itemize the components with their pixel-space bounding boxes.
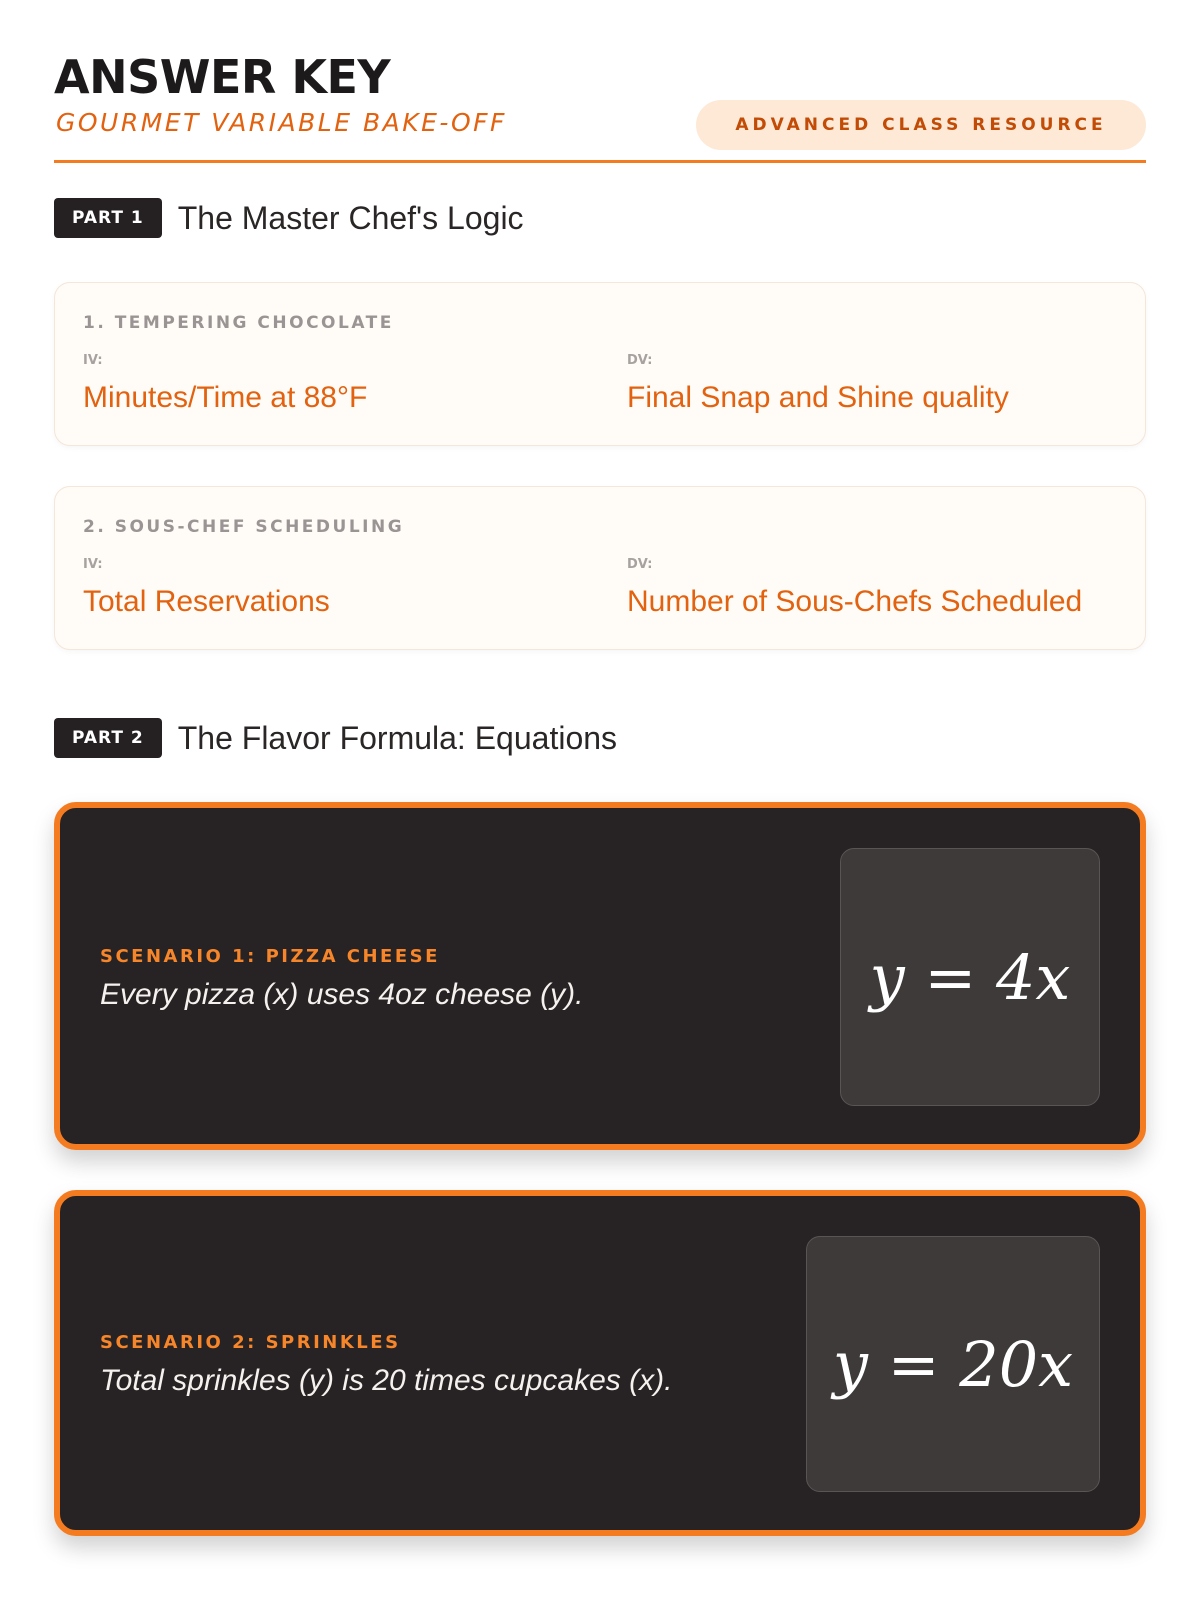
resource-badge: ADVANCED CLASS RESOURCE xyxy=(696,100,1146,150)
card-label: 1. TEMPERING CHOCOLATE xyxy=(83,313,394,333)
logic-card-1 xyxy=(54,282,1146,446)
dv-label: DV: xyxy=(627,353,653,368)
part1-header xyxy=(54,198,524,238)
scenario-description: Every pizza (x) uses 4oz cheese (y). xyxy=(100,978,584,1011)
scenario-description: Total sprinkles (y) is 20 times cupcakes (x). xyxy=(100,1364,673,1397)
part1-tag: PART 1 xyxy=(54,198,162,238)
scenario-card-2 xyxy=(54,1190,1146,1536)
scenario-card-1 xyxy=(54,802,1146,1150)
iv-value: Minutes/Time at 88°F xyxy=(83,381,368,414)
header xyxy=(54,0,1146,163)
iv-label: IV: xyxy=(83,557,103,572)
scenario-label: SCENARIO 1: PIZZA CHEESE xyxy=(100,946,440,967)
equation-box xyxy=(840,848,1100,1106)
dv-value: Final Snap and Shine quality xyxy=(627,381,1009,414)
part1-title: The Master Chef's Logic xyxy=(177,199,524,236)
dv-value: Number of Sous-Chefs Scheduled xyxy=(627,585,1083,618)
logic-card-2 xyxy=(54,486,1146,650)
part2-title: The Flavor Formula: Equations xyxy=(177,719,618,756)
scenario-label: SCENARIO 2: SPRINKLES xyxy=(100,1332,401,1353)
equation: y = 20x xyxy=(832,1327,1074,1401)
answer-key-page xyxy=(54,0,1146,1401)
part2-header xyxy=(54,718,617,758)
iv-label: IV: xyxy=(83,353,103,368)
page-title: ANSWER KEY xyxy=(54,50,391,104)
part2-tag: PART 2 xyxy=(54,718,162,758)
page-subtitle: GOURMET VARIABLE BAKE-OFF xyxy=(56,108,507,137)
card-label: 2. SOUS-CHEF SCHEDULING xyxy=(83,517,405,537)
equation-box xyxy=(806,1236,1100,1492)
dv-label: DV: xyxy=(627,557,653,572)
iv-value: Total Reservations xyxy=(83,585,330,618)
equation: y = 4x xyxy=(869,940,1071,1014)
